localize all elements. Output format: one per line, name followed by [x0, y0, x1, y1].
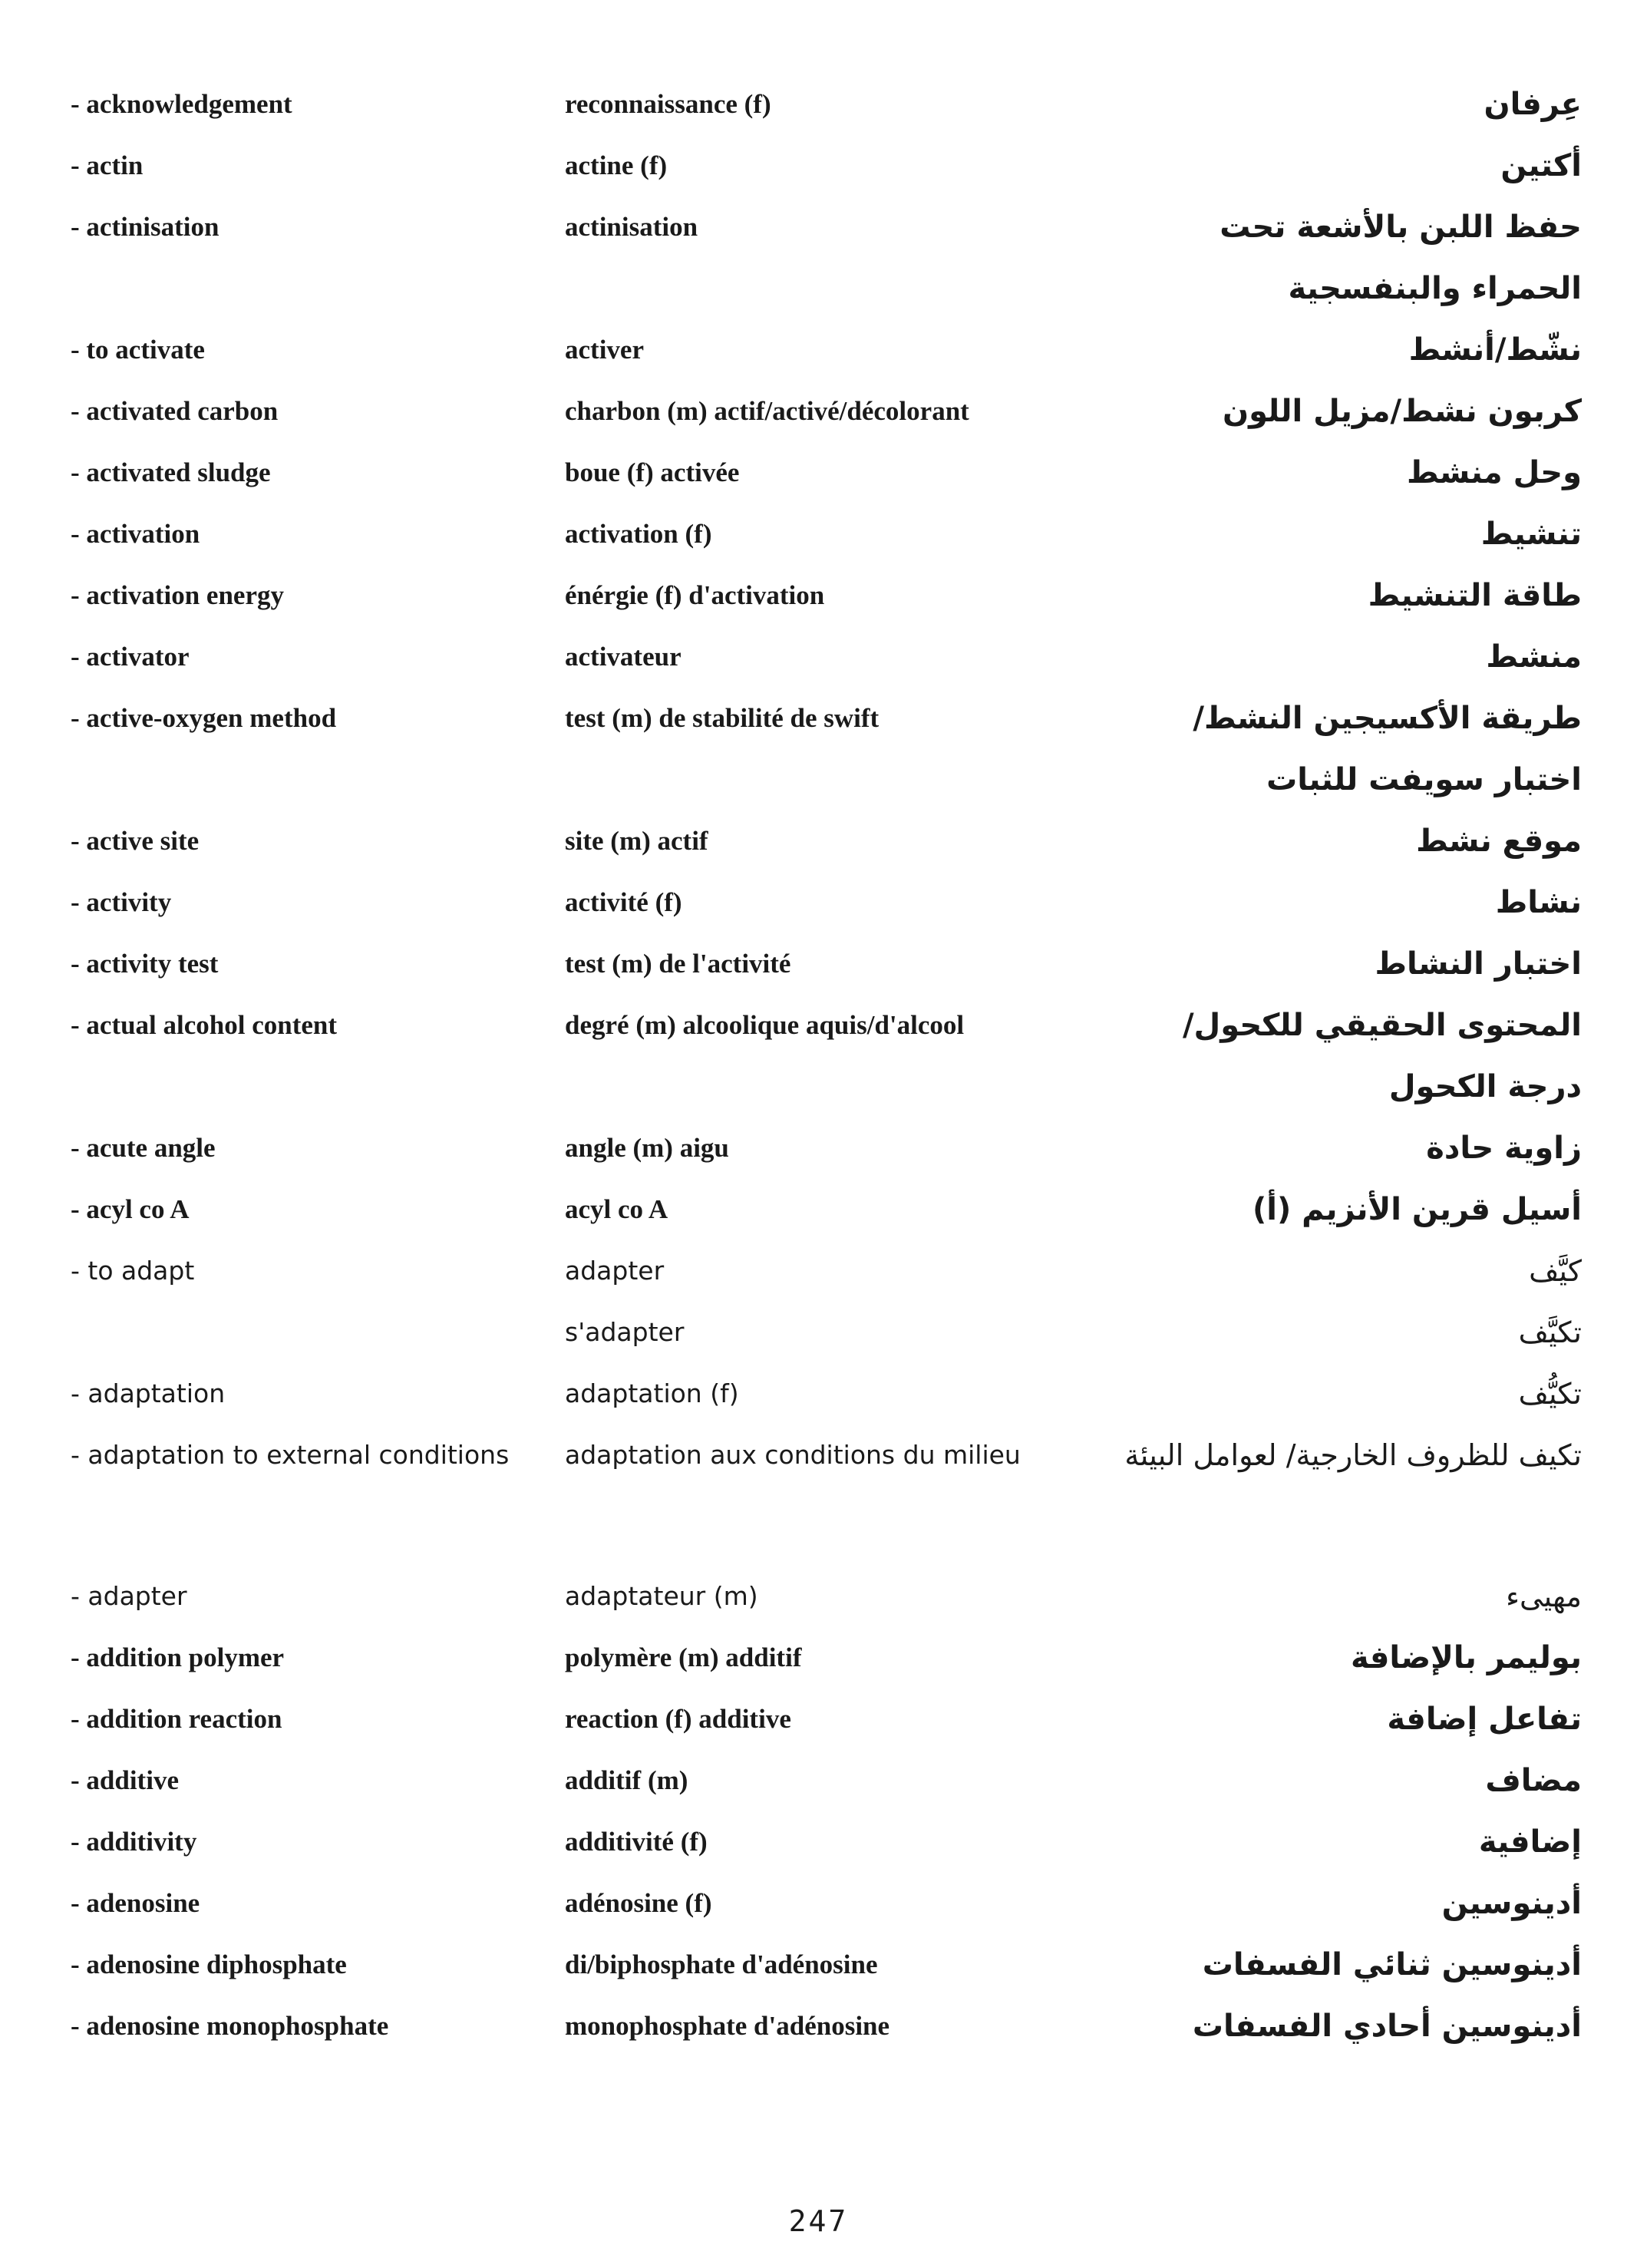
- french-term: adaptation aux conditions du milieu: [565, 1440, 1021, 1470]
- arabic-term: عِرفان: [1484, 87, 1582, 122]
- english-term: - additive: [71, 1765, 179, 1795]
- french-term: activer: [565, 335, 644, 365]
- dictionary-entry: [0, 810, 1637, 872]
- french-term: actinisation: [565, 212, 698, 242]
- english-term: - actin: [71, 150, 144, 180]
- english-term: - activated sludge: [71, 457, 271, 487]
- english-term: - adaptation: [71, 1378, 226, 1408]
- dictionary-entry: [0, 872, 1637, 933]
- dictionary-entry: [0, 381, 1637, 442]
- dictionary-entry: [0, 1627, 1637, 1689]
- arabic-term: زاوية حادة: [1426, 1131, 1582, 1166]
- french-term: reaction (f) additive: [565, 1704, 791, 1734]
- arabic-term: تفاعل إضافة: [1387, 1702, 1582, 1737]
- arabic-term: كربون نشط/مزيل اللون: [1222, 394, 1582, 429]
- dictionary-entry: [0, 196, 1637, 319]
- english-term: - actual alcohol content: [71, 1010, 338, 1040]
- arabic-term: نشاط: [1495, 885, 1582, 920]
- entry-list: [0, 74, 1637, 2057]
- arabic-term: وحل منشط: [1407, 455, 1582, 490]
- english-term: - actinisation: [71, 212, 219, 242]
- arabic-term: مهيىء: [1506, 1580, 1582, 1613]
- dictionary-entry: [0, 319, 1637, 381]
- french-term: test (m) de stabilité de swift: [565, 703, 880, 733]
- dictionary-entry: [0, 1996, 1637, 2057]
- arabic-term: موقع نشط: [1416, 824, 1582, 859]
- dictionary-entry: [0, 1689, 1637, 1750]
- arabic-term: طاقة التنشيط: [1368, 578, 1582, 613]
- arabic-term: مضاف: [1485, 1763, 1582, 1798]
- french-term: énérgie (f) d'activation: [565, 580, 825, 610]
- dictionary-entry: [0, 1750, 1637, 1811]
- english-term: - adenosine: [71, 1888, 200, 1918]
- dictionary-entry: [0, 688, 1637, 810]
- arabic-term: إضافية: [1478, 1824, 1582, 1860]
- english-term: - acute angle: [71, 1133, 216, 1163]
- english-term: - activation: [71, 519, 200, 549]
- dictionary-entry: [0, 1363, 1637, 1425]
- french-term: polymère (m) additif: [565, 1642, 802, 1672]
- english-term: - acknowledgement: [71, 89, 292, 119]
- english-term: - activation energy: [71, 580, 284, 610]
- dictionary-entry: [0, 1240, 1637, 1302]
- english-term: - to activate: [71, 335, 205, 365]
- arabic-term: أدينوسين ثنائي الفسفات: [1202, 1947, 1582, 1982]
- french-term: degré (m) alcoolique aquis/d'alcool: [565, 1010, 965, 1040]
- english-term: - active site: [71, 826, 200, 856]
- dictionary-entry: [0, 1425, 1637, 1566]
- french-term: test (m) de l'activité: [565, 949, 791, 979]
- dictionary-entry: [0, 442, 1637, 503]
- dictionary-entry: [0, 1117, 1637, 1179]
- english-term: - activated carbon: [71, 396, 279, 426]
- arabic-term: أدينوسين: [1441, 1886, 1582, 1921]
- arabic-term: حفظ اللبن بالأشعة تحت الحمراء والبنفسجية: [1219, 210, 1582, 306]
- french-term: s'adapter: [565, 1317, 685, 1347]
- english-term: - addition polymer: [71, 1642, 285, 1672]
- dictionary-entry: [0, 1566, 1637, 1627]
- english-term: - to adapt: [71, 1256, 195, 1286]
- french-term: adénosine (f): [565, 1888, 712, 1918]
- french-term: activité (f): [565, 887, 682, 917]
- french-term: actine (f): [565, 150, 668, 180]
- english-term: - adenosine monophosphate: [71, 2011, 389, 2041]
- arabic-term: طريقة الأكسيجين النشط/ اختبار سويفت للثبات: [1193, 701, 1582, 797]
- english-term: - active-oxygen method: [71, 703, 337, 733]
- dictionary-entry: [0, 995, 1637, 1117]
- dictionary-entry: [0, 74, 1637, 135]
- arabic-term: كيَّف: [1529, 1254, 1582, 1288]
- arabic-term: تكيُّف: [1518, 1377, 1582, 1411]
- dictionary-entry: [0, 1934, 1637, 1996]
- dictionary-entry: [0, 1302, 1637, 1363]
- dictionary-entry: [0, 933, 1637, 995]
- arabic-term: تكيَّف: [1518, 1316, 1582, 1349]
- french-term: additivité (f): [565, 1827, 708, 1857]
- french-term: boue (f) activée: [565, 457, 740, 487]
- english-term: - adapter: [71, 1581, 187, 1611]
- french-term: charbon (m) actif/activé/décolorant: [565, 396, 969, 426]
- french-term: additif (m): [565, 1765, 688, 1795]
- arabic-term: تكيف للظروف الخارجية/ لعوامل البيئة: [1124, 1438, 1582, 1472]
- arabic-term: اختبار النشاط: [1375, 946, 1582, 982]
- dictionary-entry: [0, 1873, 1637, 1934]
- english-term: - adaptation to external conditions: [71, 1440, 510, 1470]
- english-term: - additivity: [71, 1827, 197, 1857]
- english-term: - acyl co A: [71, 1194, 190, 1224]
- english-term: - activity: [71, 887, 172, 917]
- english-term: - addition reaction: [71, 1704, 282, 1734]
- arabic-term: أكتين: [1500, 148, 1582, 183]
- french-term: activateur: [565, 642, 682, 672]
- arabic-term: نشّط/أنشط: [1408, 332, 1582, 368]
- arabic-term: منشط: [1486, 639, 1582, 675]
- french-term: adapter: [565, 1256, 665, 1286]
- arabic-term: أسيل قرين الأنزيم (أ): [1252, 1192, 1582, 1227]
- arabic-term: تنشيط: [1480, 517, 1582, 552]
- dictionary-entry: [0, 626, 1637, 688]
- english-term: - adenosine diphosphate: [71, 1949, 347, 1979]
- page-number: 247: [788, 2204, 849, 2238]
- arabic-term: بوليمر بالإضافة: [1350, 1640, 1582, 1675]
- french-term: di/biphosphate d'adénosine: [565, 1949, 878, 1979]
- dictionary-entry: [0, 1179, 1637, 1240]
- french-term: acyl co A: [565, 1194, 668, 1224]
- dictionary-entry: [0, 565, 1637, 626]
- french-term: activation (f): [565, 519, 712, 549]
- french-term: angle (m) aigu: [565, 1133, 729, 1163]
- english-term: - activator: [71, 642, 190, 672]
- french-term: adaptateur (m): [565, 1581, 758, 1611]
- arabic-term: أدينوسين أحادي الفسفات: [1192, 2009, 1582, 2044]
- french-term: adaptation (f): [565, 1378, 739, 1408]
- dictionary-entry: [0, 503, 1637, 565]
- arabic-term: المحتوى الحقيقي للكحول/ درجة الكحول: [1182, 1008, 1582, 1104]
- french-term: monophosphate d'adénosine: [565, 2011, 890, 2041]
- french-term: site (m) actif: [565, 826, 708, 856]
- dictionary-entry: [0, 135, 1637, 196]
- english-term: - activity test: [71, 949, 219, 979]
- dictionary-entry: [0, 1811, 1637, 1873]
- french-term: reconnaissance (f): [565, 89, 771, 119]
